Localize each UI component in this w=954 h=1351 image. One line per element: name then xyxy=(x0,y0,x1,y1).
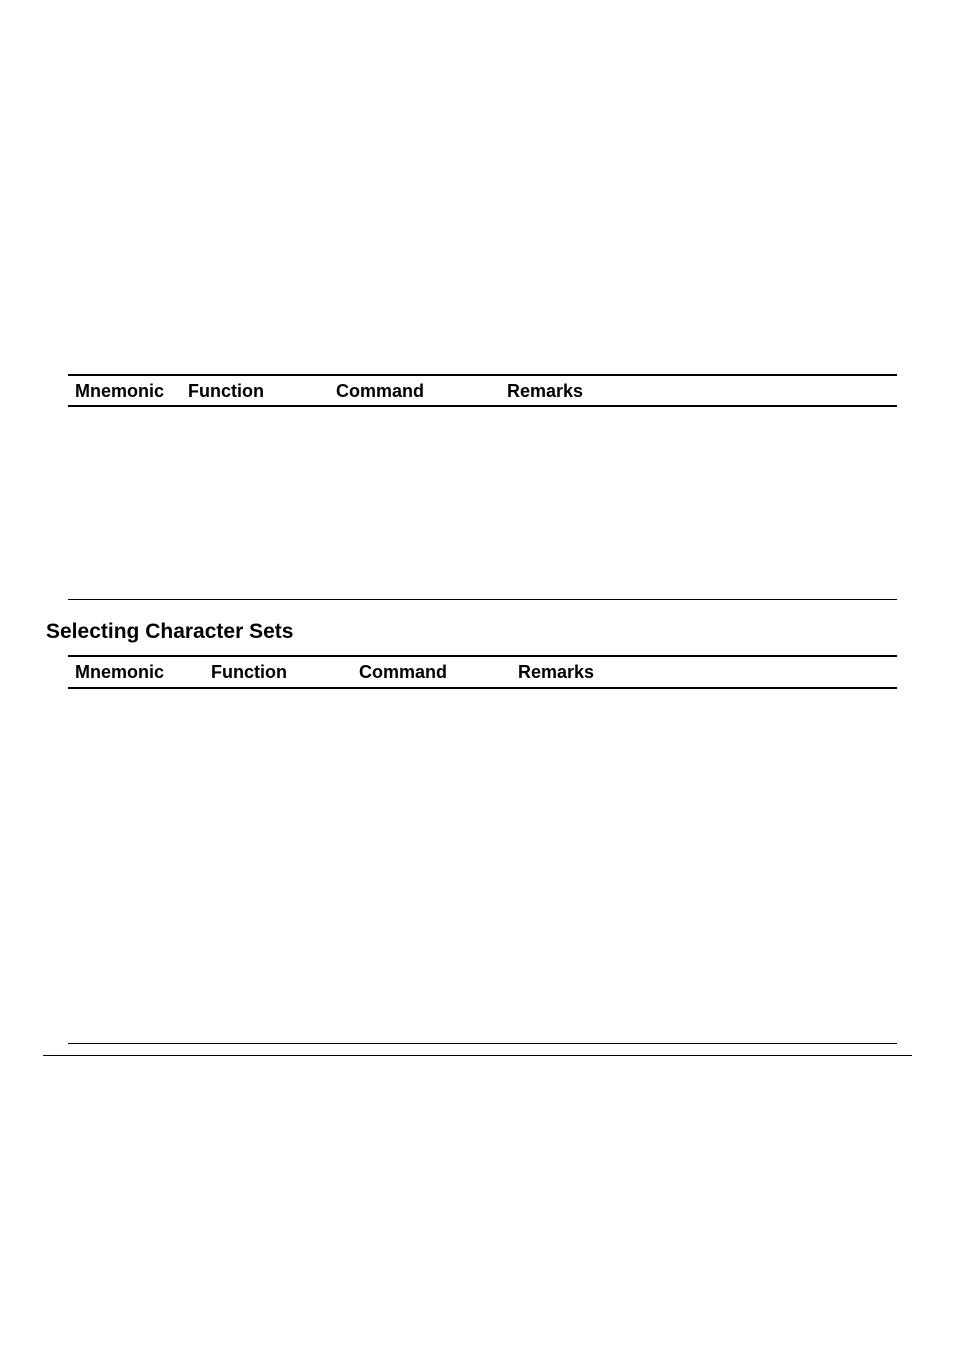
table-2-header-remarks: Remarks xyxy=(518,662,595,682)
table-2-header-rule xyxy=(68,687,897,689)
table-1-header-rule xyxy=(68,405,897,407)
table-2-header-mnemonic: Mnemonic xyxy=(75,662,165,682)
section-heading: Selecting Character Sets xyxy=(46,620,294,643)
table-1-header-function: Function xyxy=(188,381,264,401)
table-2-header-command: Command xyxy=(359,662,448,682)
table-1-header-mnemonic: Mnemonic xyxy=(75,381,165,401)
table-1-bottom-rule xyxy=(68,599,897,600)
table-2-top-rule xyxy=(68,655,897,657)
table-2-header-function: Function xyxy=(211,662,287,682)
table-2-bottom-rule xyxy=(68,1043,897,1044)
table-1-header-command: Command xyxy=(336,381,425,401)
page-footer-rule xyxy=(43,1055,912,1056)
table-1-header-remarks: Remarks xyxy=(507,381,584,401)
table-1-top-rule xyxy=(68,374,897,376)
